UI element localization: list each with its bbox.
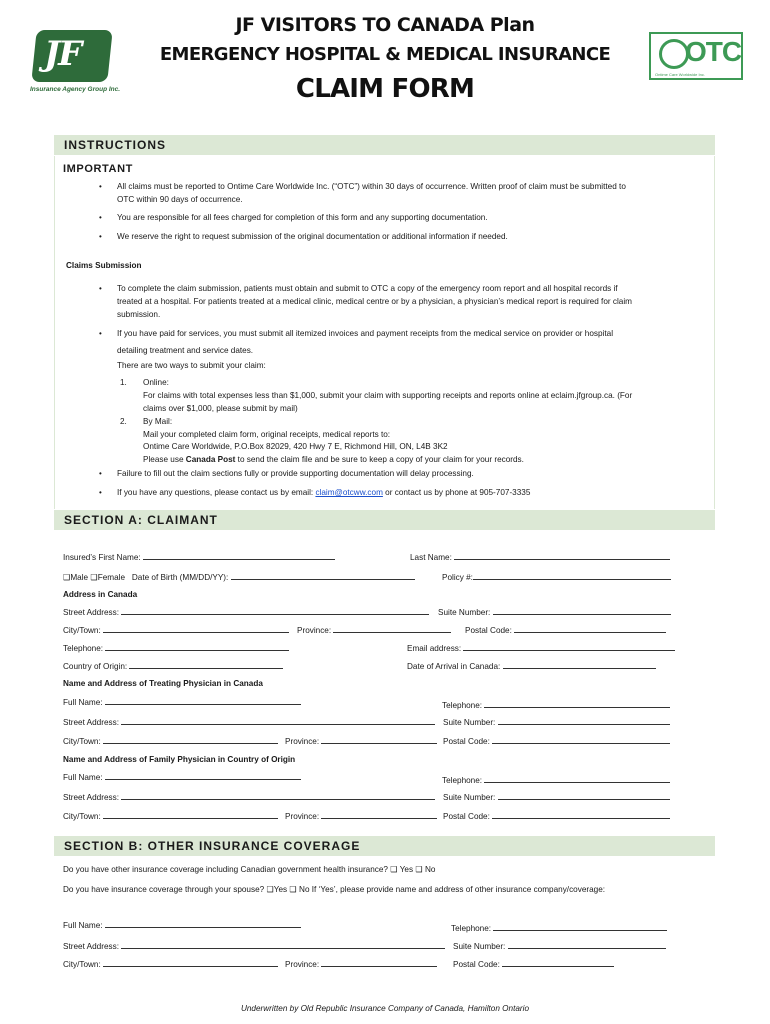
treating-province-field[interactable] xyxy=(285,736,437,746)
important-item-3: We reserve the right to request submission of the original documentation or additional information if needed. xyxy=(117,232,508,241)
province-line[interactable] xyxy=(333,625,451,633)
city-line[interactable] xyxy=(103,736,278,744)
province-line[interactable] xyxy=(321,736,437,744)
telephone-label: Telephone: xyxy=(442,776,483,785)
first-name-label: Insured’s First Name: xyxy=(63,553,141,562)
city-label: City/Town: xyxy=(63,626,101,635)
other-street-field[interactable] xyxy=(63,941,445,951)
email-label: Email address: xyxy=(407,644,462,653)
suite-field-a[interactable] xyxy=(438,607,671,617)
postal-line[interactable] xyxy=(502,959,614,967)
province-field-a[interactable] xyxy=(297,625,451,635)
city-field-a[interactable] xyxy=(63,625,289,635)
way1-line1: For claims with total expenses less than $1,000, submit your claim with supporting receipts and reports online at eclaim.jfgroup.ca. (For xyxy=(143,391,633,400)
postal-line[interactable] xyxy=(514,625,666,633)
contact-text xyxy=(117,488,530,497)
province-label: Province: xyxy=(285,960,320,969)
claims-para1-line1: To complete the claim submission, patients must obtain and submit to OTC a copy of the emergency room report and all hospital records if xyxy=(117,284,618,293)
bullet-icon: • xyxy=(99,232,102,241)
last-name-label: Last Name: xyxy=(410,553,452,562)
street-label: Street Address: xyxy=(63,942,119,951)
first-name-line[interactable] xyxy=(143,552,335,560)
claims-para1-line3: submission. xyxy=(117,310,161,319)
suite-line[interactable] xyxy=(498,792,670,800)
full-name-line[interactable] xyxy=(105,772,301,780)
dob-line[interactable] xyxy=(231,572,415,580)
important-item-1: All claims must be reported to Ontime Care Worldwide Inc. (“OTC”) within 30 days of occurrence. Written proof of claim must be submitted to xyxy=(117,182,626,191)
section-a-heading: SECTION A: CLAIMANT xyxy=(64,513,218,527)
family-physician-label: Name and Address of Family Physician in Country of Origin xyxy=(63,755,296,764)
address-canada-label: Address in Canada xyxy=(63,590,138,599)
policy-field[interactable] xyxy=(442,572,671,582)
contact-email-link[interactable]: claim@otcww.com xyxy=(315,488,383,497)
male-checkbox[interactable]: ❑Male xyxy=(63,573,89,582)
city-line[interactable] xyxy=(103,625,289,633)
street-line[interactable] xyxy=(121,717,435,725)
way1-number: 1. xyxy=(120,378,127,387)
email-field[interactable] xyxy=(407,643,675,653)
family-suite-field[interactable] xyxy=(443,792,670,802)
street-line[interactable] xyxy=(121,941,445,949)
way2-title: By Mail: xyxy=(143,417,173,426)
city-line[interactable] xyxy=(103,811,278,819)
family-postal-field[interactable] xyxy=(443,811,670,821)
failure-text: Failure to fill out the claim sections fully or provide supporting documentation will delay processing. xyxy=(117,469,474,478)
section-b-heading: SECTION B: OTHER INSURANCE COVERAGE xyxy=(64,839,361,853)
claims-submission-label: Claims Submission xyxy=(66,261,142,270)
treating-street-field[interactable] xyxy=(63,717,435,727)
policy-line[interactable] xyxy=(473,572,671,580)
suite-label: Suite Number: xyxy=(438,608,491,617)
treating-city-field[interactable] xyxy=(63,736,278,746)
suite-label: Suite Number: xyxy=(453,942,506,951)
section-a-heading-bar xyxy=(54,510,715,530)
street-label: Street Address: xyxy=(63,608,119,617)
arrival-label: Date of Arrival in Canada: xyxy=(407,662,501,671)
way1-title: Online: xyxy=(143,378,169,387)
country-field[interactable] xyxy=(63,661,283,671)
other-province-field[interactable] xyxy=(285,959,437,969)
telephone-label: Telephone: xyxy=(63,644,104,653)
claims-para1-line2: treated at a hospital. For patients treated at a medical clinic, medical centre or by a physician, a physician’s medical report is required for claim xyxy=(117,297,632,306)
province-label: Province: xyxy=(297,626,332,635)
suite-line[interactable] xyxy=(498,717,670,725)
other-insurance-question[interactable]: Do you have other insurance coverage including Canadian government health insurance? ❑ Yes ❑ No xyxy=(63,865,436,874)
sex-dob-row xyxy=(63,572,415,582)
city-label: City/Town: xyxy=(63,960,101,969)
treating-postal-field[interactable] xyxy=(443,736,670,746)
city-label: City/Town: xyxy=(63,737,101,746)
telephone-label: Telephone: xyxy=(442,701,483,710)
other-full-name-field[interactable] xyxy=(63,920,301,930)
family-telephone-field[interactable] xyxy=(442,775,670,785)
form-title-main: CLAIM FORM xyxy=(295,74,475,104)
telephone-line[interactable] xyxy=(484,775,670,783)
suite-label: Suite Number: xyxy=(443,793,496,802)
street-label: Street Address: xyxy=(63,793,119,802)
suite-label: Suite Number: xyxy=(443,718,496,727)
last-name-field[interactable] xyxy=(410,552,670,562)
full-name-label: Full Name: xyxy=(63,773,103,782)
way2-line3 xyxy=(143,455,524,464)
bullet-icon: • xyxy=(99,284,102,293)
telephone-line[interactable] xyxy=(493,923,667,931)
family-province-field[interactable] xyxy=(285,811,437,821)
important-label: IMPORTANT xyxy=(63,163,133,175)
telephone-field-a[interactable] xyxy=(63,643,289,653)
country-line[interactable] xyxy=(129,661,283,669)
province-line[interactable] xyxy=(321,811,437,819)
treating-full-name-field[interactable] xyxy=(63,697,301,707)
family-city-field[interactable] xyxy=(63,811,278,821)
way2-use-post: to send the claim file and be sure to keep a copy of your claim for your records. xyxy=(235,455,524,464)
canada-post-bold: Canada Post xyxy=(185,455,236,464)
full-name-line[interactable] xyxy=(105,920,301,928)
way1-line2: claims over $1,000, please submit by mail) xyxy=(143,404,298,413)
full-name-line[interactable] xyxy=(105,697,301,705)
way2-line2: Ontime Care Worldwide, P.O.Box 82029, 420 Hwy 7 E, Richmond Hill, ON, L4B 3K2 xyxy=(143,442,448,451)
treating-suite-field[interactable] xyxy=(443,717,670,727)
city-line[interactable] xyxy=(103,959,278,967)
way2-use-pre: Please use xyxy=(143,455,186,464)
last-name-line[interactable] xyxy=(454,552,670,560)
otc-logo-subtitle: Ontime Care Worldwide Inc. xyxy=(655,72,705,77)
way2-line1: Mail your completed claim form, original receipts, medical reports to: xyxy=(143,430,391,439)
bullet-icon: • xyxy=(99,469,102,478)
province-label: Province: xyxy=(285,812,320,821)
bullet-icon: • xyxy=(99,213,102,222)
jf-logo-subtitle: Insurance Agency Group Inc. xyxy=(30,86,121,93)
otc-logo-text: OTC xyxy=(685,36,742,67)
family-street-field[interactable] xyxy=(63,792,435,802)
first-name-field[interactable] xyxy=(63,552,335,562)
arrival-line[interactable] xyxy=(503,661,656,669)
country-label: Country of Origin: xyxy=(63,662,128,671)
province-label: Province: xyxy=(285,737,320,746)
instructions-heading: INSTRUCTIONS xyxy=(64,138,166,152)
important-item-1-cont: OTC within 90 days of occurrence. xyxy=(117,195,243,204)
telephone-line[interactable] xyxy=(484,700,670,708)
claims-para2-line2: detailing treatment and service dates. xyxy=(117,346,254,355)
jf-logo-text: JF xyxy=(44,34,81,74)
otc-logo xyxy=(649,32,743,80)
other-postal-field[interactable] xyxy=(453,959,614,969)
spouse-insurance-question[interactable]: Do you have insurance coverage through your spouse? ❑Yes ❑ No If ‘Yes’, please provide name and address of other insurance company/coverage: xyxy=(63,885,606,894)
dob-label: Date of Birth (MM/DD/YY): xyxy=(131,573,229,582)
postal-label: Postal Code: xyxy=(453,960,500,969)
street-line[interactable] xyxy=(121,792,435,800)
city-label: City/Town: xyxy=(63,812,101,821)
full-name-label: Full Name: xyxy=(63,921,103,930)
other-suite-field[interactable] xyxy=(453,941,666,951)
family-full-name-field[interactable] xyxy=(63,772,301,782)
bullet-icon: • xyxy=(99,488,102,497)
claims-para2-line3: There are two ways to submit your claim: xyxy=(117,361,266,370)
arrival-field[interactable] xyxy=(407,661,656,671)
instructions-heading-bar xyxy=(54,135,715,155)
way2-number: 2. xyxy=(120,417,127,426)
street-label: Street Address: xyxy=(63,718,119,727)
treating-physician-label: Name and Address of Treating Physician in Canada xyxy=(63,679,263,688)
form-header xyxy=(0,0,770,130)
treating-telephone-field[interactable] xyxy=(442,700,670,710)
bullet-icon: • xyxy=(99,329,102,338)
street-field-a[interactable] xyxy=(63,607,429,617)
other-telephone-field[interactable] xyxy=(451,923,667,933)
policy-label: Policy #: xyxy=(442,573,473,582)
suite-line[interactable] xyxy=(508,941,666,949)
telephone-label: Telephone: xyxy=(451,924,492,933)
underwriter-footer: Underwritten by Old Republic Insurance Company of Canada, Hamilton Ontario xyxy=(240,1004,530,1013)
postal-label: Postal Code: xyxy=(443,737,490,746)
email-line[interactable] xyxy=(463,643,675,651)
postal-line[interactable] xyxy=(492,811,670,819)
full-name-label: Full Name: xyxy=(63,698,103,707)
form-title-line1: JF VISITORS TO CANADA Plan xyxy=(235,14,535,36)
street-line[interactable] xyxy=(121,607,429,615)
section-b-heading-bar xyxy=(54,836,715,856)
postal-field-a[interactable] xyxy=(465,625,666,635)
important-item-2: You are responsible for all fees charged for completion of this form and any supporting documentation. xyxy=(117,213,488,222)
postal-label: Postal Code: xyxy=(443,812,490,821)
bullet-icon: • xyxy=(99,182,102,191)
province-line[interactable] xyxy=(321,959,437,967)
postal-label: Postal Code: xyxy=(465,626,512,635)
form-title-line2: EMERGENCY HOSPITAL & MEDICAL INSURANCE xyxy=(159,44,611,65)
female-checkbox[interactable]: ❑Female xyxy=(90,573,126,582)
contact-post: or contact us by phone at 905-707-3335 xyxy=(382,488,531,497)
telephone-line[interactable] xyxy=(105,643,289,651)
claims-para2-line1: If you have paid for services, you must submit all itemized invoices and payment receipts from the medical service on provider or hospital xyxy=(117,329,614,338)
contact-pre: If you have any questions, please contact us by email: xyxy=(117,488,316,497)
suite-line[interactable] xyxy=(493,607,671,615)
postal-line[interactable] xyxy=(492,736,670,744)
other-city-field[interactable] xyxy=(63,959,278,969)
